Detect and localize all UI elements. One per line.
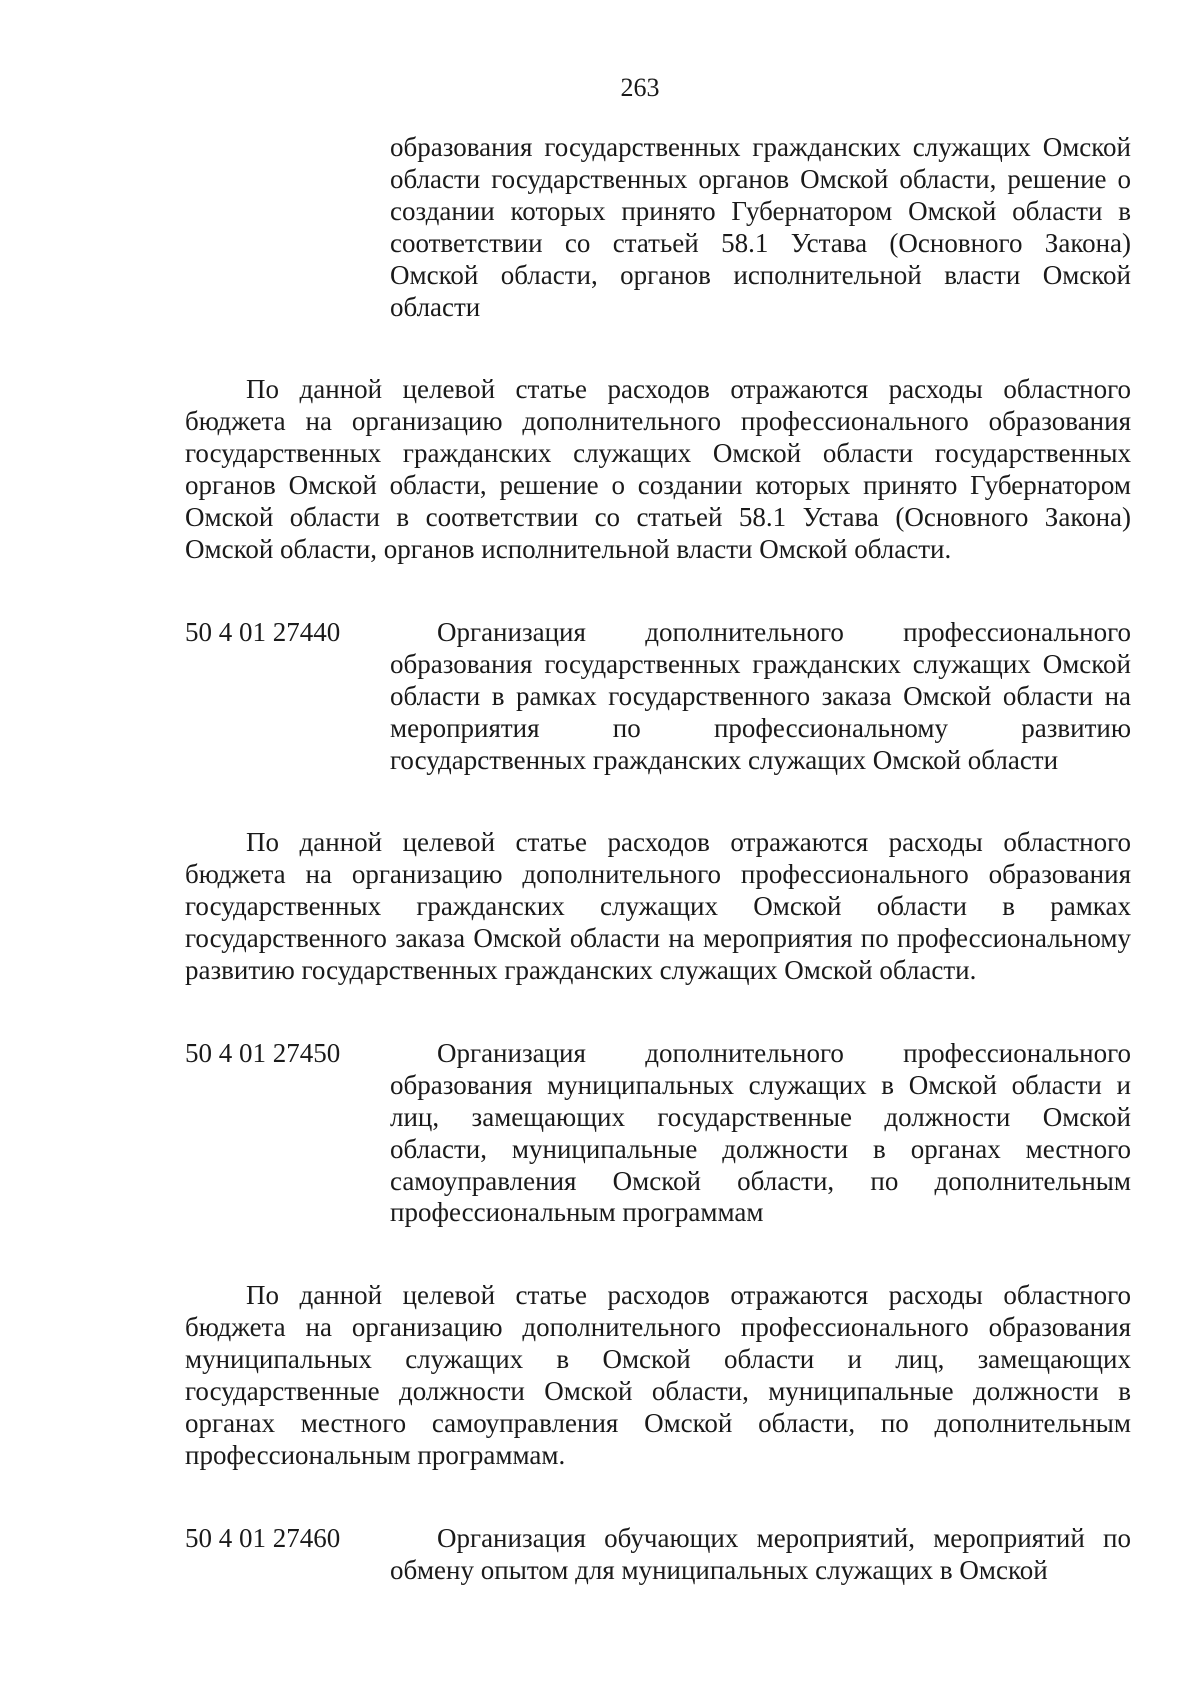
expense-item-code: 50 4 01 27450 [185,1037,341,1068]
expense-item [185,1523,1131,1587]
expense-item [185,132,1131,323]
expense-item-title: Организация обучающих мероприятий, мероприятий по обмену опытом для муниципальных служащих в Омской [390,1522,1131,1585]
expense-item-code: 50 4 01 27460 [185,1522,341,1553]
expense-item [185,1038,1131,1229]
expense-item [185,617,1131,777]
expense-item-title: Организация дополнительного профессионального образования государственных гражданских служащих Омской области в рамках государственного заказа Омской области на мероприятия по профессиональному развитию государственных гражданских служащих Омской области [390,616,1131,775]
expense-item-description: По данной целевой статье расходов отражаются расходы областного бюджета на организацию дополнительного профессионального образования муниципальных служащих в Омской области и лиц, замещающих государственные должности Омской области, муниципальные должности в органах местного самоуправления Омской области, по дополнительным профессиональным программам. [185,1280,1131,1470]
expense-item-code: 50 4 01 27440 [185,616,341,647]
expense-item-title: образования государственных гражданских служащих Омской области государственных органов Омской области, решение о создании которых принято Губернатором Омской области в соответствии со статьей 58.1 Устава (Основного Закона) Омской области, органов исполнительной власти Омской области [390,132,1131,322]
page-number: 263 [620,73,660,102]
expense-item-description: По данной целевой статье расходов отражаются расходы областного бюджета на организацию дополнительного профессионального образования государственных гражданских служащих Омской области государственных органов Омской области, решение о создании которых принято Губернатором Омской области в соответствии со статьей 58.1 Устава (Основного Закона) Омской области, органов исполнительной власти Омской области. [185,374,1131,564]
expense-item-title: Организация дополнительного профессионального образования муниципальных служащих в Омской области и лиц, замещающих государственные должности Омской области, муниципальные должности в органах местного самоуправления Омской области, по дополнительным профессиональным программам [390,1037,1131,1228]
expense-item-description: По данной целевой статье расходов отражаются расходы областного бюджета на организацию дополнительного профессионального образования государственных гражданских служащих Омской области в рамках государственного заказа Омской области на мероприятия по профессиональному развитию государственных гражданских служащих Омской области. [185,827,1131,986]
document-body [185,132,1131,1587]
